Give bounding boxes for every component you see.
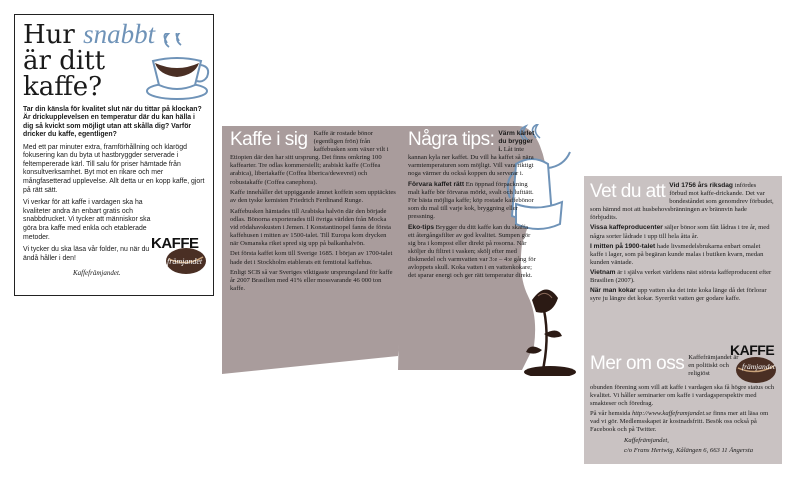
tip-2-title: Förvara kaffet rätt: [408, 180, 465, 188]
fact-2-title: Vissa kaffeproducenter: [590, 224, 663, 232]
fact-4-title: Vietnam: [590, 268, 616, 276]
fact-3-title: I mitten på 1900-talet: [590, 242, 656, 250]
title-line2: är ditt: [23, 46, 106, 76]
tips-section: [408, 130, 536, 283]
kaffe-i-sig-paragraph-2: Kaffe innehåller det uppiggande ämnet koffein som upptäcktes av den tyske kemisten Friedrich Ferdinand Runge.: [230, 189, 396, 205]
fact-1-title: Vid 1756 års riksdag: [669, 182, 733, 189]
rose-icon: [522, 280, 578, 376]
fact-2: [590, 224, 774, 240]
mer-om-oss-heading: Mer om oss: [590, 353, 685, 374]
kaffe-i-sig-paragraph-1: Kaffe är rostade bönor (egentligen frön) från kaffebusken som växer vilt i Etiopien där den har sitt ursprung. Det finns omkring 100 kaffearter. Tre odlas kommersiellt; arabiskt kaffe (Coffea arabica), liberiakaffe (Coffea liberica/dewevrei) och robustakaffe (Coffea canephora).: [230, 130, 389, 186]
title-line3: kaffe?: [23, 72, 103, 102]
tip-2: [408, 181, 536, 221]
tip-3: [408, 224, 536, 281]
cover-signature: Kaffefrämjandet.: [73, 269, 121, 278]
cover-logo-word: KAFFE: [151, 235, 199, 252]
website-link[interactable]: http://www.kaffeframjandet.se: [631, 410, 712, 418]
title-snabbt: snabbt: [83, 19, 156, 49]
cover-paragraph-3: Vi tycker du ska läsa vår folder, nu när du ändå håller i den!: [23, 246, 150, 262]
middle-panel: [222, 116, 578, 376]
fact-1-text: infördes förbud mot kaffe-drickande. Det var bondeståndet som genomdrev förbudet, som hämnd mot att husbehovsbränningen av brännvin hade förbjudits.: [590, 182, 774, 222]
kaffe-i-sig-paragraph-5: Enligt SCB så var Sveriges viktigaste ursprungsland för kaffe år 2007 Brasilien med 41% eller mossvarande 46 000 ton kaffe.: [230, 269, 393, 293]
signature-address: c/o Frans Hertwig, Kålängen 6, 663 11 Ängersta: [624, 446, 753, 454]
vet-du-att-section: [590, 182, 774, 305]
mer-om-oss-section: [590, 354, 776, 457]
fact-4: [590, 269, 774, 285]
title-hur: Hur: [23, 20, 75, 50]
cover-lead: Tar din känsla för kvalitet slut när du tittar på klockan? Är drickupplevelsen en temperatur där du kan hälla i dig så kvickt som möjligt utan att skålla dig? Varför dricker du kaffe, egentligen?: [23, 106, 202, 139]
right-panel: [584, 176, 782, 464]
kaffe-i-sig-paragraph-3: Kaffebusken hämtades till Arabiska halvön där den började odlas. Bönorna exporterades till övriga världen från Mocka vid rödahavskusten i Jemen. I Konstantinopel fanns de första kaffehusen i mitten av 1500-talet. Till Europa kom drycken när Osmanska riket spred sig upp på balkanhalvön.: [230, 207, 391, 247]
mer-om-oss-paragraph-1: obunden förening som vill att kaffe i vardagen ska få högre status och kvalitet. Vi håller seminarier om kaffe i vardagsperspektiv med smakteser och föredrag.: [590, 384, 775, 408]
mer-om-oss-paragraph-2: [590, 410, 776, 434]
signature-name: Kaffefrämjandet,: [624, 436, 669, 444]
cover-logo-sub: främjandet: [167, 257, 203, 266]
tips-heading: Några tips:: [408, 129, 495, 150]
website-intro: På vår hemsida: [590, 410, 631, 418]
fact-5-text: upp vatten ska det inte koka länge då det förlorar syre ju längre det kokar. Syrerikt vatten ger godare kaffe.: [590, 287, 767, 303]
right-logo-sub: främjandet: [742, 362, 775, 371]
tip-1-title: Värm kärlet du brygger i.: [498, 130, 535, 154]
fact-2-text: säljer bönor som fått lådras i tre år, med några sorter lådrade i upp till hela åtta år.: [590, 224, 770, 240]
tip-2-text: En öppnad förpackning malt kaffe bör förvaras mörkt, svalt och lufttätt. För bästa möjliga kaffe; köp rostade kaffebönor som du mal till varje kok, bryggning eller pressning.: [408, 180, 534, 221]
fact-5-title: När man kokar: [590, 287, 636, 295]
cover-paragraph-1: Med ett par minuter extra, framförhållning och klarögd fokusering kan du byta ut hastbryggder serverade i feltempererade kärl. Till salu för priser hämtade från konsultverksamhet. Byt mot en rikare och mer mångfasetterad upplevelse. Allt detta ur en kopp kaffe, gjort på rätt sätt.: [23, 143, 205, 194]
tip-1-text: Låt inte kannan kyla ner kaffet. Du vill ha kaffet så nära varmtemperaturen som möjligt. Vill vara riktigt noga värmer du också koppen du serverar i.: [408, 146, 534, 178]
fact-5: [590, 287, 774, 303]
mer-om-oss-intro: Kaffefrämjandet är en politiskt och religiöst: [688, 354, 739, 378]
fact-3-text: hade livsmedelsbrukarna enbart omalet kaffe i lager, som på begäran kunde malas i butiken kvarn, medan kunden väntade.: [590, 242, 764, 266]
fact-4-text: är i själva verket världens näst största kaffeproducent efter Brasilien (2007).: [590, 268, 772, 285]
kaffe-i-sig-section: [230, 130, 396, 296]
coffee-cup-icon: [139, 33, 213, 103]
kaffe-i-sig-heading: Kaffe i sig: [230, 129, 308, 150]
right-logo-word: KAFFE: [730, 342, 775, 358]
cover-paragraph-2: Vi verkar för att kaffe i vardagen ska ha kvaliteter andra än enbart gratis och snabbdrucket. Vi tycker att människor ska göra bra kaffe med enkla och etablerade metoder.: [23, 199, 151, 241]
kaffe-i-sig-paragraph-4: Det första kaffet kom till Sverige 1685. I början av 1700-talet hade det i Stockholm etablerats ett femtiotal kaffehus.: [230, 250, 393, 266]
tip-3-text: Brygger du ditt kaffe kan du skaffa ett återgångsfilter av god kvalitet. Sumpen gör sig bra i kompost eller direkt på rosorna. När sköljer du filtret i vasken; skölj efter med diskmedel och varmvatten var 3:e – 4:e gång för avloppets skull. Koka vatten i en vattenkokare; det sparar energi och ger rätt temperatur direkt.: [408, 223, 536, 280]
website-outro: finns mer att läsa om vad vi gör. Medlemsskapet är kostnadsfritt. Besök oss också på Facebook och på Twitter.: [590, 410, 769, 434]
tip-3-title: Eko-tips: [408, 223, 435, 231]
cover-panel: [14, 14, 214, 296]
vet-du-att-heading: Vet du att: [590, 181, 666, 202]
fact-3: [590, 243, 774, 267]
